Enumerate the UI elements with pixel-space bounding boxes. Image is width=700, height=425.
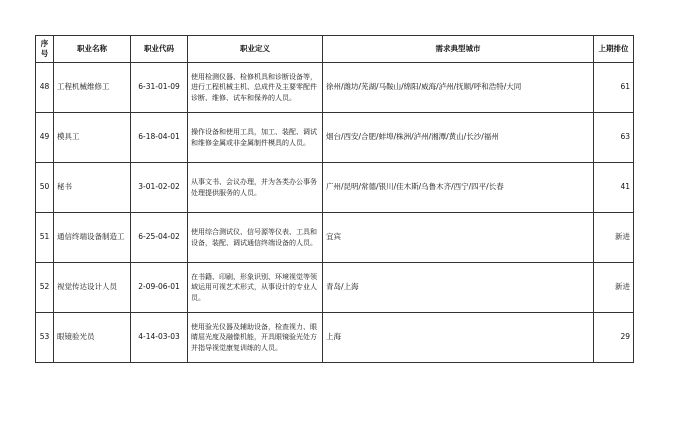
table-header xyxy=(36,36,634,63)
table-row xyxy=(36,263,634,313)
occupation-table xyxy=(35,35,634,363)
row-rank: 41 xyxy=(594,163,634,213)
table-row xyxy=(36,313,634,363)
header-definition: 职业定义 xyxy=(188,36,323,63)
row-rank: 新进 xyxy=(594,263,634,313)
row-rank: 61 xyxy=(594,63,634,113)
row-rank: 新进 xyxy=(594,213,634,263)
table-row xyxy=(36,213,634,263)
row-code: 3-01-02-02 xyxy=(131,163,188,213)
row-definition: 使用检测仪器、检修机具和诊断设备等，进行工程机械主机、总成件及主要零配件诊断、维修、试车和保养的人员。 xyxy=(188,63,323,113)
header-name: 职业名称 xyxy=(54,36,131,63)
row-code: 4-14-03-03 xyxy=(131,313,188,363)
row-cities: 烟台/西安/合肥/蚌埠/株洲/泸州/湘潭/黄山/长沙/福州 xyxy=(323,113,594,163)
row-no: 48 xyxy=(36,63,54,113)
row-rank: 29 xyxy=(594,313,634,363)
row-code: 6-31-01-09 xyxy=(131,63,188,113)
row-no: 52 xyxy=(36,263,54,313)
row-definition: 使用验光仪器及辅助设备，检查视力、眼睛屈光度及融像机能，开具眼镜验光处方并指导视觉康复训练的人员。 xyxy=(188,313,323,363)
table-row xyxy=(36,63,634,113)
row-no: 49 xyxy=(36,113,54,163)
row-code: 6-25-04-02 xyxy=(131,213,188,263)
row-name: 眼镜验光员 xyxy=(54,313,131,363)
table-row xyxy=(36,163,634,213)
row-cities: 宜宾 xyxy=(323,213,594,263)
row-no: 51 xyxy=(36,213,54,263)
row-name: 模具工 xyxy=(54,113,131,163)
row-no: 53 xyxy=(36,313,54,363)
row-code: 2-09-06-01 xyxy=(131,263,188,313)
row-name: 工程机械维修工 xyxy=(54,63,131,113)
row-cities: 广州/昆明/常德/银川/佳木斯/乌鲁木齐/西宁/四平/长春 xyxy=(323,163,594,213)
header-row xyxy=(36,36,634,63)
row-cities: 上海 xyxy=(323,313,594,363)
row-name: 秘书 xyxy=(54,163,131,213)
row-cities: 徐州/潍坊/芜湖/马鞍山/绵阳/威海/泸州/抚顺/呼和浩特/大同 xyxy=(323,63,594,113)
row-definition: 使用综合测试仪、信号源等仪表、工具和设备，装配、调试通信终端设备的人员。 xyxy=(188,213,323,263)
header-rank: 上期排位 xyxy=(594,36,634,63)
table-row xyxy=(36,113,634,163)
header-code: 职业代码 xyxy=(131,36,188,63)
header-cities: 需求典型城市 xyxy=(323,36,594,63)
row-name: 通信终端设备制造工 xyxy=(54,213,131,263)
row-no: 50 xyxy=(36,163,54,213)
row-code: 6-18-04-01 xyxy=(131,113,188,163)
row-cities: 青岛/上海 xyxy=(323,263,594,313)
table-body xyxy=(36,63,634,363)
header-no: 序号 xyxy=(36,36,54,63)
row-rank: 63 xyxy=(594,113,634,163)
row-name: 视觉传达设计人员 xyxy=(54,263,131,313)
row-definition: 从事文书、会议办理，并为各类办公事务处理提供服务的人员。 xyxy=(188,163,323,213)
row-definition: 操作设备和使用工具，加工、装配、调试和维修金属或非金属制件模具的人员。 xyxy=(188,113,323,163)
row-definition: 在书籍、印刷、形象识别、环境视觉等领域运用可视艺术形式，从事设计的专业人员。 xyxy=(188,263,323,313)
